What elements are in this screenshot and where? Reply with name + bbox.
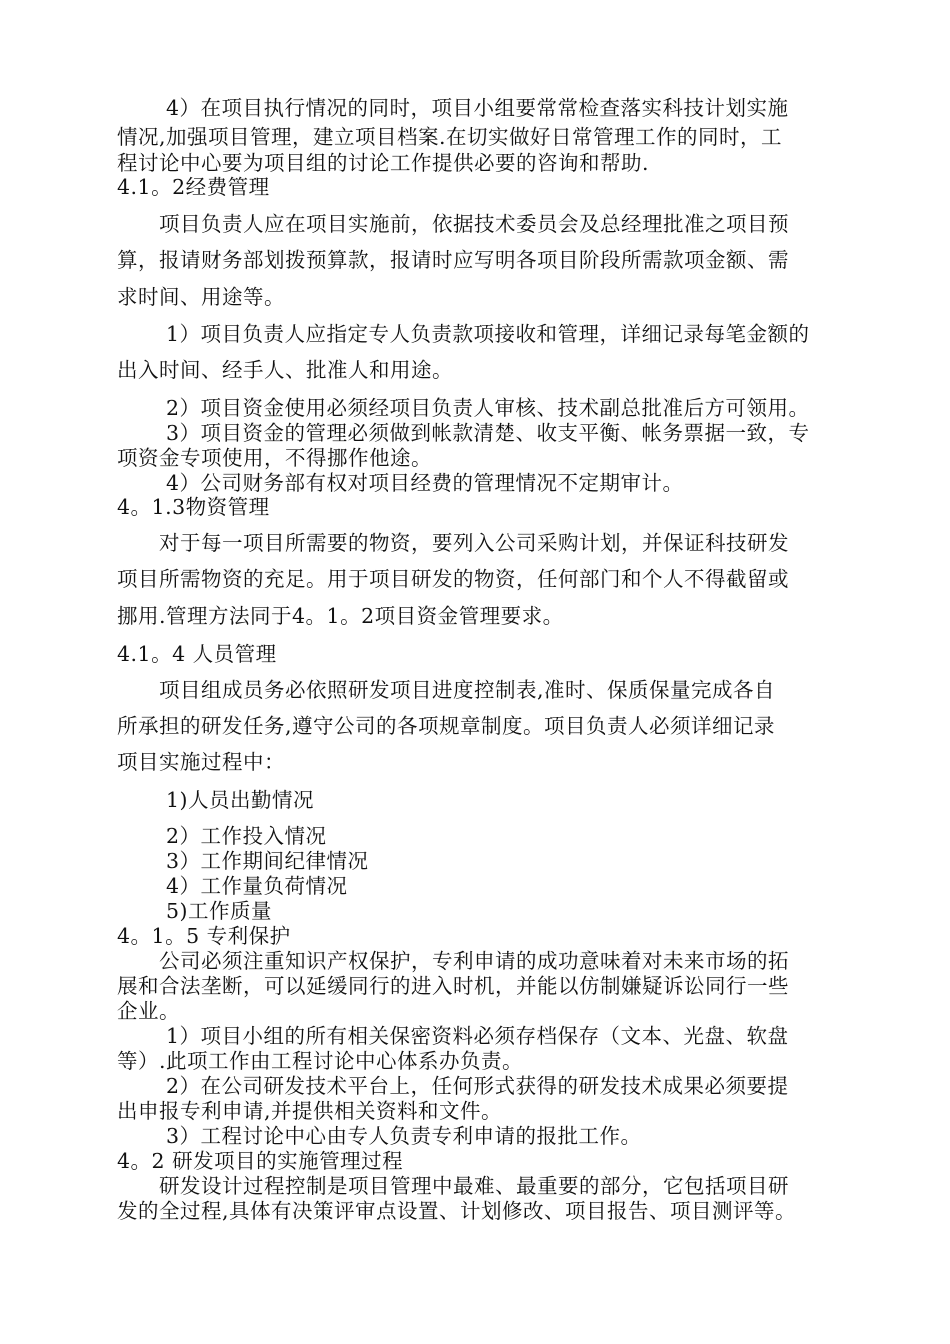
paragraph-line: 出申报专利申请,并提供相关资料和文件。 [117,1099,503,1123]
paragraph-line: 3）工程讨论中心由专人负责专利申请的报批工作。 [166,1124,642,1148]
paragraph-line: 所承担的研发任务,遵守公司的各项规章制度。项目负责人必须详细记录 [117,714,776,738]
paragraph-line: 展和合法垄断，可以延缓同行的进入时机，并能以仿制嫌疑诉讼同行一些 [117,974,789,998]
paragraph-line: 项目实施过程中： [117,750,285,774]
paragraph-line: 挪用.管理方法同于4。1。2项目资金管理要求。 [117,604,564,628]
paragraph-line: 项目所需物资的充足。用于项目研发的物资，任何部门和个人不得截留或 [117,567,789,591]
paragraph-line: 1）项目负责人应指定专人负责款项接收和管理，详细记录每笔金额的 [166,322,810,346]
paragraph-line: 求时间、用途等。 [117,285,285,309]
paragraph-line: 企业。 [117,999,180,1023]
section-heading-4-2: 4。2 研发项目的实施管理过程 [117,1149,404,1173]
paragraph-line: 项目负责人应在项目实施前，依据技术委员会及总经理批准之项目预 [159,212,789,236]
paragraph-line: 等）.此项工作由工程讨论中心体系办负责。 [117,1049,524,1073]
section-heading-4-1-4: 4.1。4 人员管理 [117,642,277,666]
paragraph-line: 4）在项目执行情况的同时，项目小组要常常检查落实科技计划实施 [166,96,789,120]
list-item: 1)人员出勤情况 [166,788,315,812]
paragraph-line: 对于每一项目所需要的物资，要列入公司采购计划，并保证科技研发 [159,531,789,555]
section-heading-4-1-3: 4。1.3物资管理 [117,495,270,519]
paragraph-line: 4）公司财务部有权对项目经费的管理情况不定期审计。 [166,471,684,495]
paragraph-line: 2）项目资金使用必须经项目负责人审核、技术副总批准后方可领用。 [166,396,810,420]
paragraph-line: 项资金专项使用，不得挪作他途。 [117,446,432,470]
section-heading-4-1-2: 4.1。2经费管理 [117,175,270,199]
section-heading-4-1-5: 4。1。5 专利保护 [117,924,291,948]
paragraph-line: 情况,加强项目管理，建立项目档案.在切实做好日常管理工作的同时，工 [117,125,783,149]
list-item: 3）工作期间纪律情况 [166,849,369,873]
paragraph-line: 公司必须注重知识产权保护，专利申请的成功意味着对未来市场的拓 [159,949,789,973]
paragraph-line: 发的全过程,具体有决策评审点设置、计划修改、项目报告、项目测评等。 [117,1199,797,1223]
paragraph-line: 3）项目资金的管理必须做到帐款清楚、收支平衡、帐务票据一致，专 [166,421,810,445]
paragraph-line: 研发设计过程控制是项目管理中最难、最重要的部分，它包括项目研 [159,1174,789,1198]
paragraph-line: 算，报请财务部划拨预算款，报请时应写明各项目阶段所需款项金额、需 [117,248,789,272]
list-item: 2）工作投入情况 [166,824,327,848]
paragraph-line: 2）在公司研发技术平台上，任何形式获得的研发技术成果必须要提 [166,1074,789,1098]
paragraph-line: 出入时间、经手人、批准人和用途。 [117,358,453,382]
paragraph-line: 程讨论中心要为项目组的讨论工作提供必要的咨询和帮助. [117,151,650,175]
paragraph-line: 项目组成员务必依照研发项目进度控制表,准时、保质保量完成各自 [159,678,776,702]
list-item: 5)工作质量 [166,899,273,923]
list-item: 4）工作量负荷情况 [166,874,348,898]
paragraph-line: 1）项目小组的所有相关保密资料必须存档保存（文本、光盘、软盘 [166,1024,789,1048]
